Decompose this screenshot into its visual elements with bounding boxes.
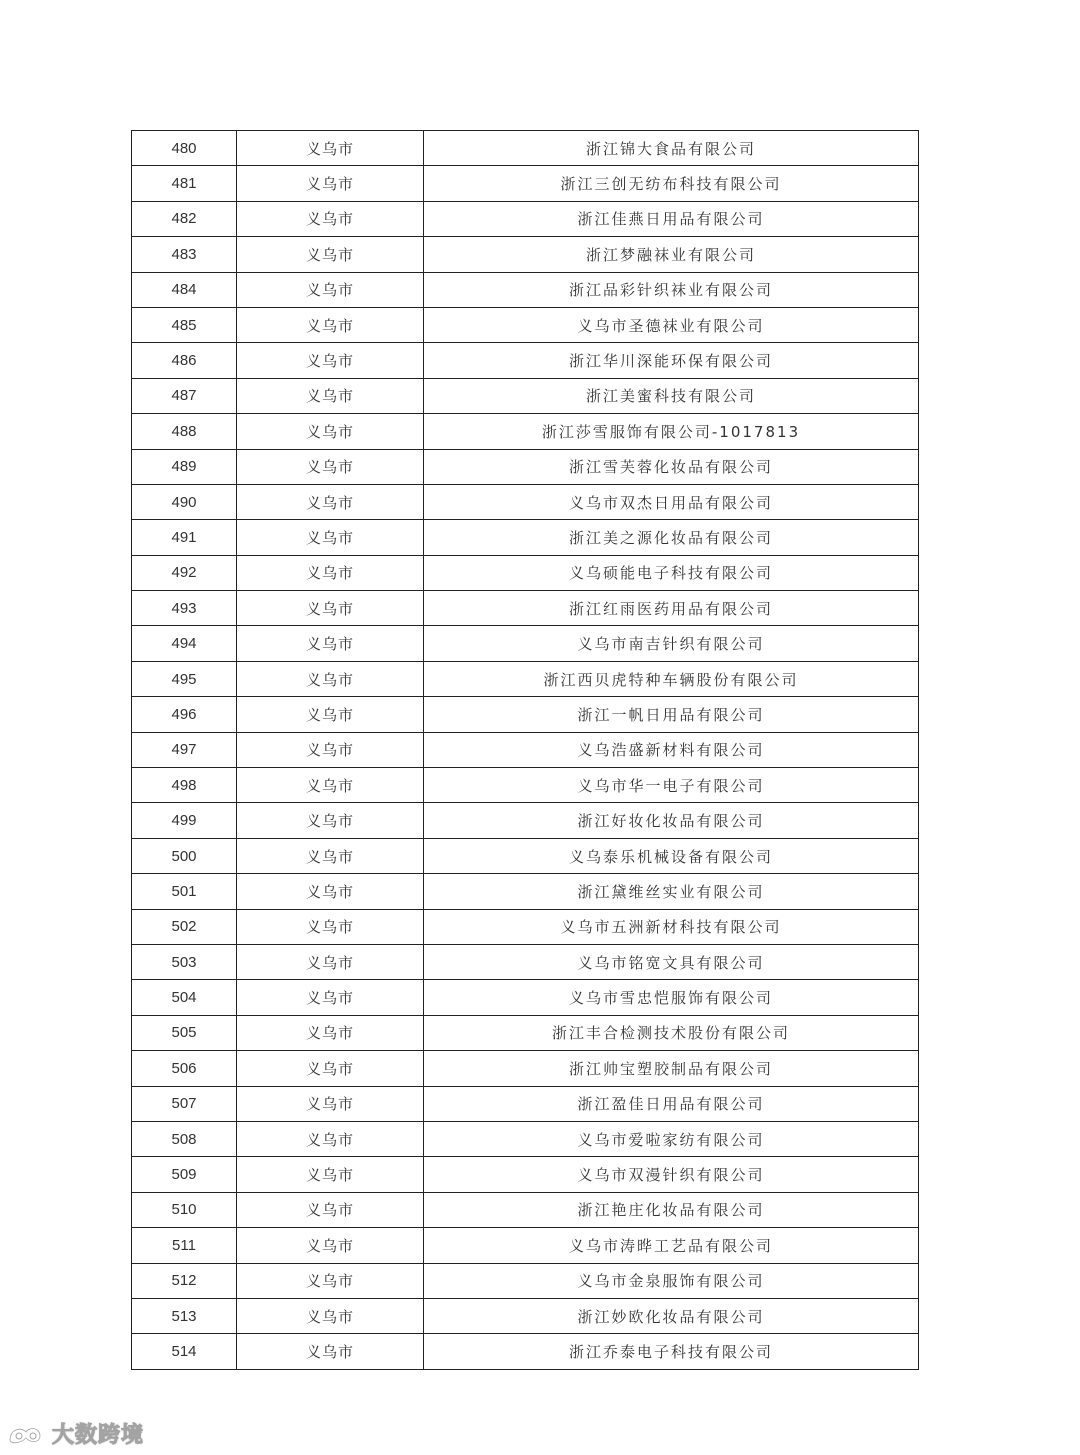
city-cell: 义乌市: [237, 307, 424, 342]
city-cell: 义乌市: [237, 131, 424, 166]
table-row: [132, 166, 919, 201]
city-cell: 义乌市: [237, 768, 424, 803]
dsk-logo-icon: [6, 1422, 46, 1446]
table-row: [132, 1228, 919, 1263]
table-row: [132, 131, 919, 166]
company-name-cell: 义乌泰乐机械设备有限公司: [424, 838, 919, 873]
city-cell: 义乌市: [237, 803, 424, 838]
row-number-cell: 513: [132, 1298, 237, 1333]
row-number-cell: 484: [132, 272, 237, 307]
table-row: [132, 1192, 919, 1227]
table-row: [132, 980, 919, 1015]
company-name-cell: 浙江锦大食品有限公司: [424, 131, 919, 166]
table-row: [132, 626, 919, 661]
table-row: [132, 1263, 919, 1298]
row-number-cell: 480: [132, 131, 237, 166]
company-name-cell: 浙江佳燕日用品有限公司: [424, 201, 919, 236]
table-row: [132, 378, 919, 413]
row-number-cell: 504: [132, 980, 237, 1015]
table-row: [132, 520, 919, 555]
table-row: [132, 343, 919, 378]
company-name-cell: 浙江品彩针织袜业有限公司: [424, 272, 919, 307]
city-cell: 义乌市: [237, 1334, 424, 1369]
table-row: [132, 201, 919, 236]
city-cell: 义乌市: [237, 1157, 424, 1192]
city-cell: 义乌市: [237, 909, 424, 944]
company-name-cell: 浙江梦融袜业有限公司: [424, 237, 919, 272]
table-row: [132, 484, 919, 519]
city-cell: 义乌市: [237, 591, 424, 626]
company-name-cell: 义乌市爱啦家纺有限公司: [424, 1121, 919, 1156]
table-row: [132, 591, 919, 626]
city-cell: 义乌市: [237, 166, 424, 201]
city-cell: 义乌市: [237, 378, 424, 413]
table-row: [132, 1334, 919, 1369]
row-number-cell: 496: [132, 697, 237, 732]
company-name-cell: 义乌浩盛新材料有限公司: [424, 732, 919, 767]
company-name-cell: 浙江盈佳日用品有限公司: [424, 1086, 919, 1121]
city-cell: 义乌市: [237, 1121, 424, 1156]
city-cell: 义乌市: [237, 237, 424, 272]
row-number-cell: 487: [132, 378, 237, 413]
company-name-cell: 义乌市金泉服饰有限公司: [424, 1263, 919, 1298]
row-number-cell: 505: [132, 1015, 237, 1050]
company-name-cell: 义乌市双漫针织有限公司: [424, 1157, 919, 1192]
row-number-cell: 511: [132, 1228, 237, 1263]
table-row: [132, 768, 919, 803]
city-cell: 义乌市: [237, 732, 424, 767]
company-list-table: [131, 130, 919, 1370]
city-cell: 义乌市: [237, 520, 424, 555]
city-cell: 义乌市: [237, 1192, 424, 1227]
row-number-cell: 497: [132, 732, 237, 767]
city-cell: 义乌市: [237, 555, 424, 590]
row-number-cell: 494: [132, 626, 237, 661]
company-name-cell: 浙江一帆日用品有限公司: [424, 697, 919, 732]
row-number-cell: 506: [132, 1051, 237, 1086]
row-number-cell: 489: [132, 449, 237, 484]
city-cell: 义乌市: [237, 414, 424, 449]
table-row: [132, 909, 919, 944]
table-row: [132, 414, 919, 449]
row-number-cell: 499: [132, 803, 237, 838]
row-number-cell: 481: [132, 166, 237, 201]
city-cell: 义乌市: [237, 838, 424, 873]
company-name-cell: 浙江丰合检测技术股份有限公司: [424, 1015, 919, 1050]
company-name-cell: 浙江美蜜科技有限公司: [424, 378, 919, 413]
city-cell: 义乌市: [237, 944, 424, 979]
city-cell: 义乌市: [237, 272, 424, 307]
row-number-cell: 483: [132, 237, 237, 272]
row-number-cell: 495: [132, 661, 237, 696]
row-number-cell: 508: [132, 1121, 237, 1156]
row-number-cell: 485: [132, 307, 237, 342]
city-cell: 义乌市: [237, 1298, 424, 1333]
row-number-cell: 503: [132, 944, 237, 979]
table-row: [132, 944, 919, 979]
row-number-cell: 490: [132, 484, 237, 519]
row-number-cell: 510: [132, 1192, 237, 1227]
company-name-cell: 浙江好妆化妆品有限公司: [424, 803, 919, 838]
city-cell: 义乌市: [237, 626, 424, 661]
company-name-cell: 义乌市圣德袜业有限公司: [424, 307, 919, 342]
table-row: [132, 661, 919, 696]
company-name-cell: 浙江三创无纺布科技有限公司: [424, 166, 919, 201]
table-row: [132, 1051, 919, 1086]
row-number-cell: 509: [132, 1157, 237, 1192]
city-cell: 义乌市: [237, 1051, 424, 1086]
company-name-cell: 义乌市涛晔工艺品有限公司: [424, 1228, 919, 1263]
company-list-body: [132, 131, 919, 1370]
table-row: [132, 449, 919, 484]
row-number-cell: 512: [132, 1263, 237, 1298]
row-number-cell: 501: [132, 874, 237, 909]
row-number-cell: 507: [132, 1086, 237, 1121]
table-row: [132, 803, 919, 838]
company-name-cell: 浙江帅宝塑胶制品有限公司: [424, 1051, 919, 1086]
table-row: [132, 838, 919, 873]
company-name-cell: 浙江乔泰电子科技有限公司: [424, 1334, 919, 1369]
table-row: [132, 237, 919, 272]
company-name-cell: 浙江美之源化妆品有限公司: [424, 520, 919, 555]
table-row: [132, 1157, 919, 1192]
row-number-cell: 491: [132, 520, 237, 555]
city-cell: 义乌市: [237, 201, 424, 236]
city-cell: 义乌市: [237, 1263, 424, 1298]
city-cell: 义乌市: [237, 980, 424, 1015]
city-cell: 义乌市: [237, 697, 424, 732]
table-row: [132, 1086, 919, 1121]
table-row: [132, 874, 919, 909]
table-row: [132, 272, 919, 307]
company-name-cell: 浙江红雨医药用品有限公司: [424, 591, 919, 626]
company-name-cell: 浙江华川深能环保有限公司: [424, 343, 919, 378]
row-number-cell: 502: [132, 909, 237, 944]
row-number-cell: 492: [132, 555, 237, 590]
table-row: [132, 1015, 919, 1050]
row-number-cell: 488: [132, 414, 237, 449]
company-name-cell: 浙江莎雪服饰有限公司-1017813: [424, 414, 919, 449]
city-cell: 义乌市: [237, 343, 424, 378]
company-name-cell: 浙江雪芙蓉化妆品有限公司: [424, 449, 919, 484]
table-row: [132, 1298, 919, 1333]
company-name-cell: 浙江西贝虎特种车辆股份有限公司: [424, 661, 919, 696]
table-row: [132, 1121, 919, 1156]
watermark-text: 大数跨境: [52, 1423, 145, 1448]
company-name-cell: 义乌市华一电子有限公司: [424, 768, 919, 803]
table-row: [132, 697, 919, 732]
table-row: [132, 732, 919, 767]
company-name-cell: 义乌市双杰日用品有限公司: [424, 484, 919, 519]
city-cell: 义乌市: [237, 1015, 424, 1050]
company-name-cell: 浙江艳庄化妆品有限公司: [424, 1192, 919, 1227]
row-number-cell: 498: [132, 768, 237, 803]
city-cell: 义乌市: [237, 661, 424, 696]
row-number-cell: 514: [132, 1334, 237, 1369]
row-number-cell: 482: [132, 201, 237, 236]
row-number-cell: 493: [132, 591, 237, 626]
company-name-cell: 义乌硕能电子科技有限公司: [424, 555, 919, 590]
row-number-cell: 500: [132, 838, 237, 873]
city-cell: 义乌市: [237, 484, 424, 519]
company-name-cell: 浙江黛维丝实业有限公司: [424, 874, 919, 909]
city-cell: 义乌市: [237, 874, 424, 909]
city-cell: 义乌市: [237, 1086, 424, 1121]
city-cell: 义乌市: [237, 449, 424, 484]
table-row: [132, 555, 919, 590]
company-name-cell: 义乌市五洲新材科技有限公司: [424, 909, 919, 944]
table-row: [132, 307, 919, 342]
company-name-cell: 义乌市雪忠恺服饰有限公司: [424, 980, 919, 1015]
company-name-cell: 浙江妙欧化妆品有限公司: [424, 1298, 919, 1333]
city-cell: 义乌市: [237, 1228, 424, 1263]
row-number-cell: 486: [132, 343, 237, 378]
watermark: [6, 1418, 144, 1449]
company-name-cell: 义乌市南吉针织有限公司: [424, 626, 919, 661]
company-name-cell: 义乌市铭宽文具有限公司: [424, 944, 919, 979]
